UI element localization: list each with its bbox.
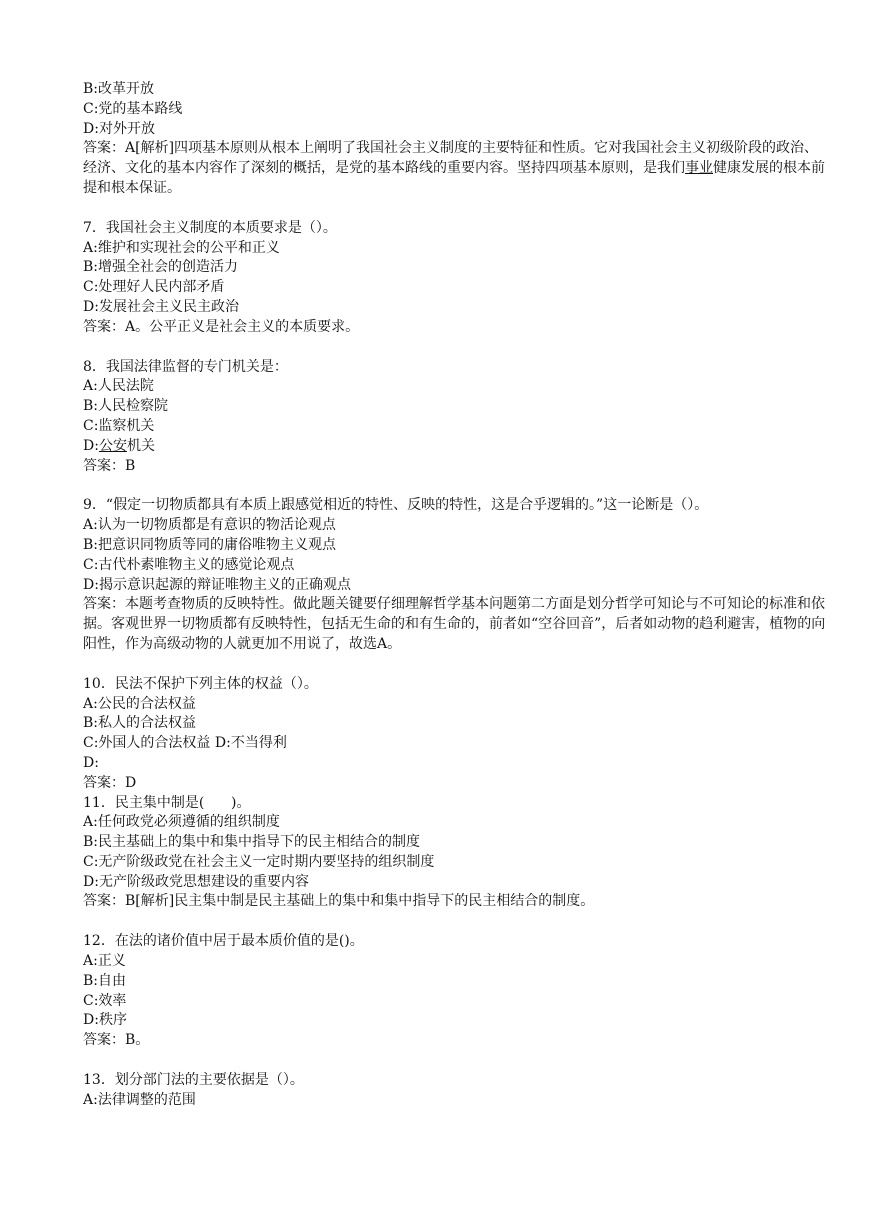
option-b: B:民主基础上的集中和集中指导下的民主相结合的制度	[83, 834, 421, 851]
answer: 答案：B。	[83, 1032, 150, 1049]
option-c: C:外国人的合法权益 D:不当得利	[83, 735, 287, 752]
answer-text: 健康发展的根本前提和根本保证。	[83, 160, 825, 196]
option-d: D:揭示意识起源的辩证唯物主义的正确观点	[83, 576, 351, 593]
question-title: 13．划分部门法的主要依据是（）。	[83, 1072, 304, 1089]
option-b: B:自由	[83, 972, 127, 989]
option-c: C:处理好人民内部矛盾	[83, 279, 225, 296]
option-b: B:私人的合法权益	[83, 715, 197, 732]
option-b: B:把意识同物质等同的庸俗唯物主义观点	[83, 536, 337, 553]
option-a: A:认为一切物质都是有意识的物活论观点	[83, 517, 336, 534]
option-c: C:监察机关	[83, 417, 155, 434]
option-b: B:改革开放	[83, 81, 155, 97]
question-title: 11．民主集中制是( )。	[83, 794, 251, 811]
answer: 答案：本题考查物质的反映特性。做此题关键要仔细理解哲学基本问题第二方面是划分哲学可知论与不可知论的标准和依据。客观世界一切物质都有反映特性，包括无生命的和有生命的，前者如“空谷回音”，后者如动物的趋利避害，植物的向阳性，作为高级动物的人就更加不用说了，故选A。	[83, 596, 826, 652]
option-c: C:效率	[83, 992, 127, 1009]
option-a: A:维护和实现社会的公平和正义	[83, 239, 280, 256]
option-d: D:无产阶级政党思想建设的重要内容	[83, 873, 309, 890]
option-a: A:法律调整的范围	[83, 1091, 196, 1108]
option-a: A:正义	[83, 953, 126, 970]
question-title: 7．我国社会主义制度的本质要求是（）。	[83, 219, 337, 236]
option-suffix: 机关	[126, 437, 155, 454]
option-c: C:无产阶级政党在社会主义一定时期内要坚持的组织制度	[83, 853, 435, 870]
option-d: D:对外开放	[83, 120, 155, 137]
answer	[83, 139, 829, 198]
option-d: D:	[83, 754, 99, 771]
option-a: A:公民的合法权益	[83, 695, 196, 712]
question-title: 12．在法的诸价值中居于最本质价值的是()。	[83, 933, 364, 950]
option-d: D:秩序	[83, 1012, 127, 1029]
option-d: D:发展社会主义民主政治	[83, 298, 239, 315]
option-prefix: D:	[83, 437, 99, 454]
option-c: C:党的基本路线	[83, 100, 183, 117]
answer: 答案：B	[83, 457, 136, 474]
question-title: 10．民法不保护下列主体的权益（）。	[83, 675, 318, 692]
hyperlink[interactable]: 事业	[685, 160, 713, 177]
question-title: 9．“假定一切物质都具有本质上跟感觉相近的特性、反映的特性，这是合乎逻辑的。”这一论断是（）。	[83, 497, 709, 514]
answer: 答案：A。公平正义是社会主义的本质要求。	[83, 318, 360, 335]
option-b: B:增强全社会的创造活力	[83, 259, 239, 276]
option-a: A:人民法院	[83, 378, 154, 395]
option-b: B:人民检察院	[83, 398, 169, 415]
question-title: 8．我国法律监督的专门机关是：	[83, 358, 288, 375]
hyperlink[interactable]: 公安	[98, 437, 127, 454]
answer: 答案：D	[83, 774, 137, 791]
answer: 答案：B[解析]民主集中制是民主基础上的集中和集中指导下的民主相结合的制度。	[83, 893, 595, 910]
option-a: A:任何政党必须遵循的组织制度	[83, 814, 280, 831]
option-d	[83, 437, 829, 457]
answer-text: 答案：A[解析]四项基本原则从根本上阐明了我国社会主义制度的主要特征和性质。它对我国社会主义初级阶段的政治、经济、文化的基本内容作了深刻的概括，是党的基本路线的重要内容。坚持四项基本原则，是我们	[83, 140, 819, 177]
option-c: C:古代朴素唯物主义的感觉论观点	[83, 556, 295, 573]
